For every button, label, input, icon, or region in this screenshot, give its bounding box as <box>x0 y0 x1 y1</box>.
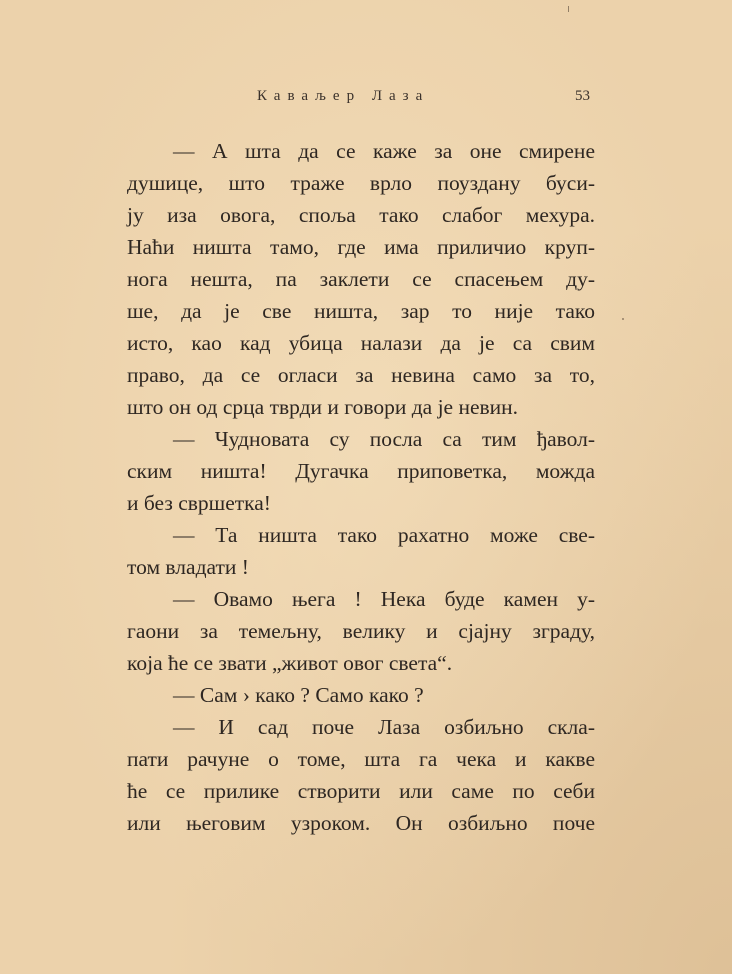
body-text <box>127 135 595 839</box>
text-line: нога нешта, па заклети се спасењем ду- <box>127 267 595 291</box>
text-line: душице, што траже врло поуздану буси- <box>127 171 595 195</box>
text-line: — А шта да се каже за оне смирене <box>173 139 595 163</box>
text-line: ским ништа! Дугачка приповетка, можда <box>127 459 595 483</box>
text-line: ју иза овога, споља тако слабог мехура. <box>127 203 595 227</box>
text-line: пати рачуне о томе, шта га чека и какве <box>127 747 595 771</box>
text-line: — Чудновата су посла са тим ђавол- <box>173 427 595 451</box>
text-line: гаони за темељну, велику и сјајну зграду, <box>127 619 595 643</box>
text-line: Наћи ништа тамо, где има приличио круп- <box>127 235 595 259</box>
page-number: 53 <box>575 88 590 104</box>
running-title: Каваљер Лаза <box>257 88 430 104</box>
text-line: — Сам › како ? Само како ? <box>173 683 424 707</box>
paper-speck <box>622 318 624 320</box>
text-line: право, да се огласи за невина само за то, <box>127 363 595 387</box>
text-line: која ће се звати „живот овог света“. <box>127 651 453 675</box>
text-line: што он од срца тврди и говори да је невин. <box>127 395 519 419</box>
text-line: — Та ништа тако рахатно може све- <box>173 523 595 547</box>
text-line: ће се прилике створити или саме по себи <box>127 779 595 803</box>
text-line: исто, као кад убица налази да је са свим <box>127 331 595 355</box>
text-line: и без свршетка! <box>127 491 271 515</box>
text-line: ше, да је све ништа, зар то није тако <box>127 299 595 323</box>
paper-speck <box>568 6 569 12</box>
text-line: — Овамо њега ! Нека буде камен у- <box>173 587 595 611</box>
text-line: том владати ! <box>127 555 249 579</box>
text-line: — И сад поче Лаза озбиљно скла- <box>173 715 595 739</box>
text-line: или његовим узроком. Он озбиљно поче <box>127 811 595 835</box>
